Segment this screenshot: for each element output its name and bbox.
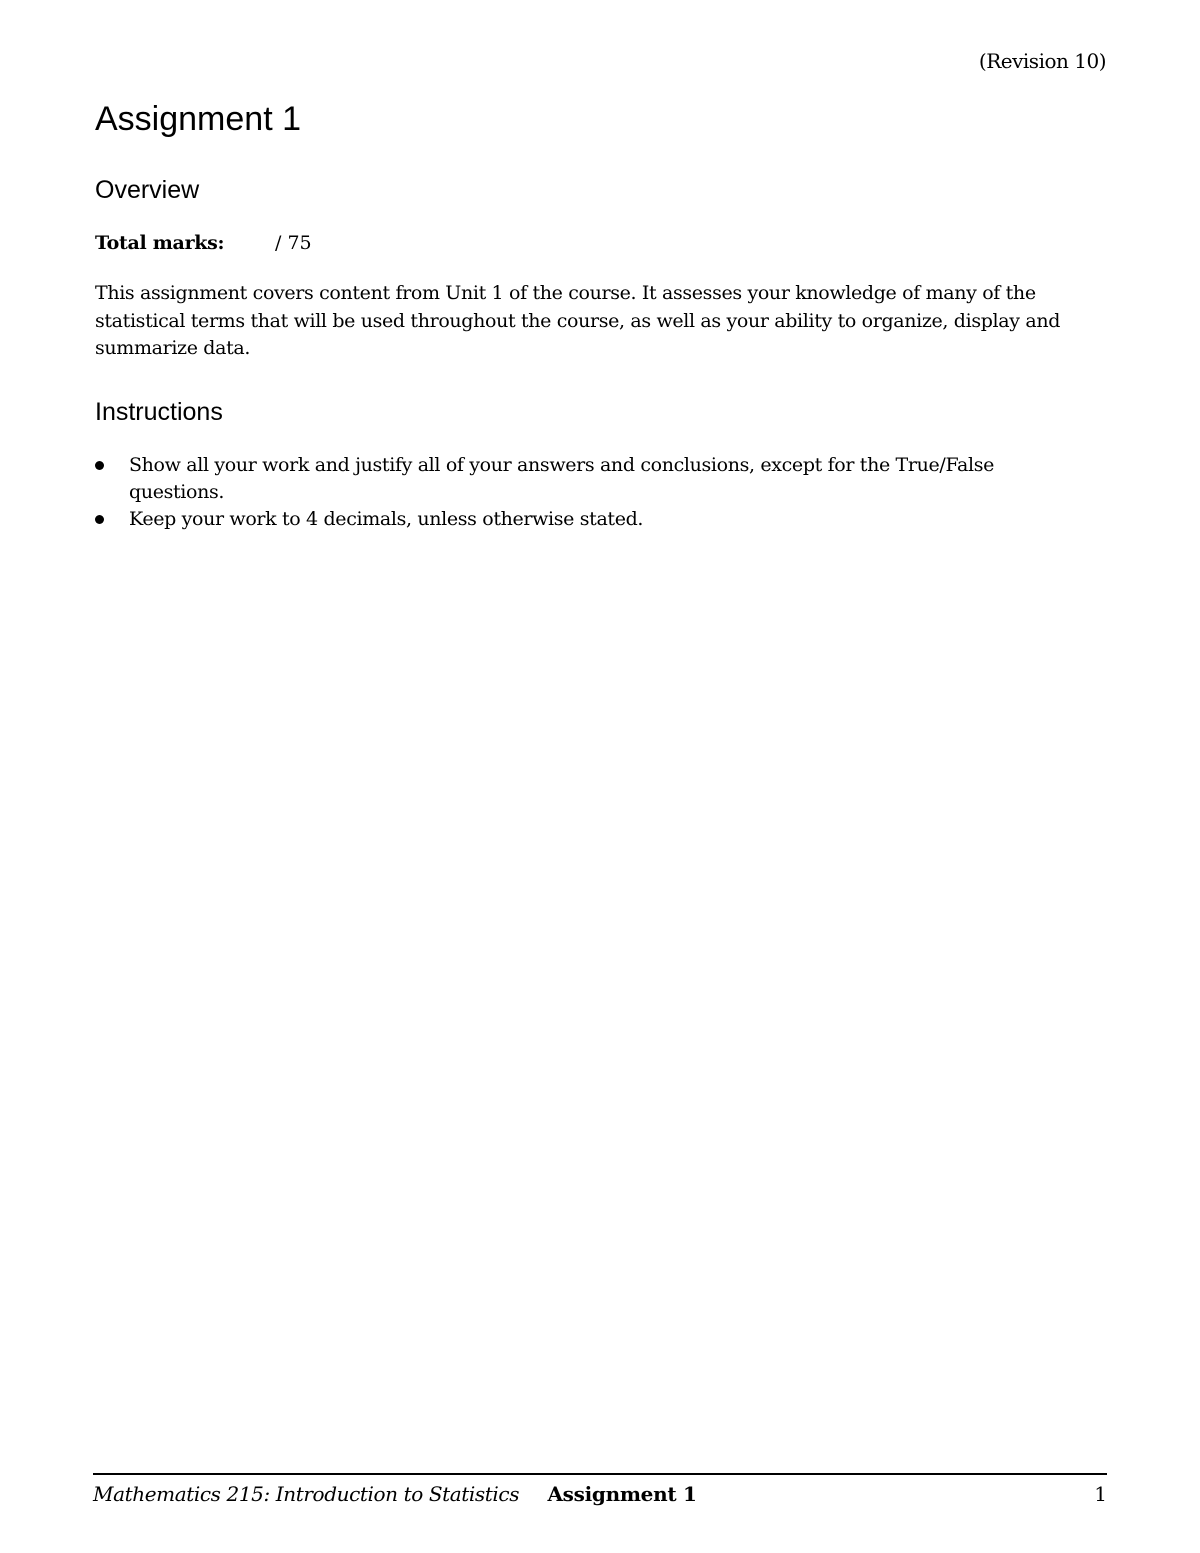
revision-label: (Revision 10) [978,49,1106,73]
list-item [95,452,1055,506]
list-item [95,506,1055,533]
bullet-icon [95,515,104,524]
list-item-text: Keep your work to 4 decimals, unless otherwise stated. [129,508,644,530]
total-marks-value: / 75 [275,232,312,254]
list-item-text: Show all your work and justify all of your answers and conclusions, except for the True/False questions. [129,454,994,503]
footer-divider [93,1473,1107,1475]
overview-paragraph: This assignment covers content from Unit 1 of the course. It assesses your knowledge of many of the statistical terms that will be used throughout the course, as well as your ability to organize, display and summarize data. [95,282,1061,359]
page-number: 1 [1094,1482,1107,1506]
instructions-list [95,452,1055,533]
instructions-heading: Instructions [95,398,223,426]
footer-course-title: Mathematics 215: Introduction to Statistics [93,1482,520,1506]
page-title: Assignment 1 [95,100,301,138]
overview-heading: Overview [95,176,200,204]
total-marks-label: Total marks: [95,232,225,254]
page-footer [93,1480,1107,1508]
bullet-icon [95,461,104,470]
footer-assignment-title: Assignment 1 [547,1482,697,1506]
total-marks-row [95,229,312,257]
